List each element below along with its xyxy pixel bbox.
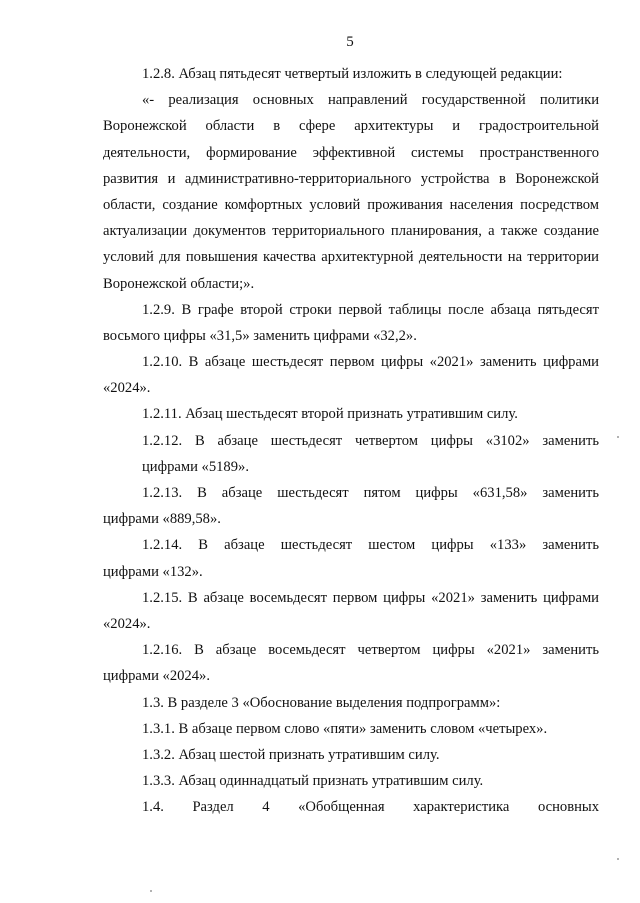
paragraph-line-20: цифрами «132». — [103, 563, 203, 580]
paragraph-line-24: цифрами «2024». — [103, 668, 210, 685]
paragraph-line-18: цифрами «889,58». — [103, 511, 221, 528]
paragraph-line-6: области, создание комфортных условий проживания населения посредством — [103, 196, 599, 213]
paragraph-line-15: 1.2.12. В абзаце шестьдесят четвертом цифры «3102» заменить — [142, 432, 599, 449]
paragraph-line-28: 1.3.3. Абзац одиннадцатый признать утратившим силу. — [142, 773, 484, 790]
scan-speck — [617, 858, 619, 860]
paragraph-line-13: «2024». — [103, 380, 151, 397]
paragraph-line-23: 1.2.16. В абзаце восемьдесят четвертом цифры «2021» заменить — [142, 642, 599, 659]
page-number: 5 — [346, 34, 354, 50]
paragraph-line-9: Воронежской области;». — [103, 275, 255, 292]
paragraph-line-14: 1.2.11. Абзац шестьдесят второй признать утратившим силу. — [142, 406, 518, 423]
paragraph-line-7: актуализации документов территориального планирования, а также создание — [103, 223, 599, 240]
paragraph-line-11: восьмого цифры «31,5» заменить цифрами «32,2». — [103, 327, 417, 344]
paragraph-line-2: «- реализация основных направлений государственной политики — [142, 92, 599, 109]
paragraph-line-3: Воронежской области в сфере архитектуры и градостроительной — [103, 118, 599, 135]
paragraph-line-16: цифрами «5189». — [142, 458, 249, 475]
paragraph-line-19: 1.2.14. В абзаце шестьдесят шестом цифры «133» заменить — [142, 537, 599, 554]
scan-speck — [617, 436, 619, 438]
paragraph-line-12: 1.2.10. В абзаце шестьдесят первом цифры «2021» заменить цифрами — [142, 354, 599, 371]
paragraph-line-21: 1.2.15. В абзаце восемьдесят первом цифры «2021» заменить цифрами — [142, 589, 599, 606]
paragraph-line-27: 1.3.2. Абзац шестой признать утратившим силу. — [142, 746, 440, 763]
paragraph-line-8: условий для повышения качества архитектурной деятельности на территории — [103, 249, 599, 266]
paragraph-line-25: 1.3. В разделе 3 «Обоснование выделения подпрограмм»: — [142, 694, 501, 711]
paragraph-line-26: 1.3.1. В абзаце первом слово «пяти» заменить словом «четырех». — [142, 720, 548, 737]
paragraph-line-29: 1.4. Раздел 4 «Обобщенная характеристика основных — [142, 799, 599, 816]
paragraph-line-5: развития и административно-территориального устройства в Воронежской — [103, 170, 599, 187]
paragraph-line-1: 1.2.8. Абзац пятьдесят четвертый изложить в следующей редакции: — [142, 66, 563, 82]
scan-speck — [150, 890, 152, 892]
paragraph-line-10: 1.2.9. В графе второй строки первой таблицы после абзаца пятьдесят — [142, 301, 599, 318]
paragraph-line-4: деятельности, формирование эффективной системы пространственного — [103, 144, 599, 161]
paragraph-line-22: «2024». — [103, 615, 151, 632]
paragraph-line-17: 1.2.13. В абзаце шестьдесят пятом цифры «631,58» заменить — [142, 485, 599, 501]
document-body — [103, 61, 599, 820]
